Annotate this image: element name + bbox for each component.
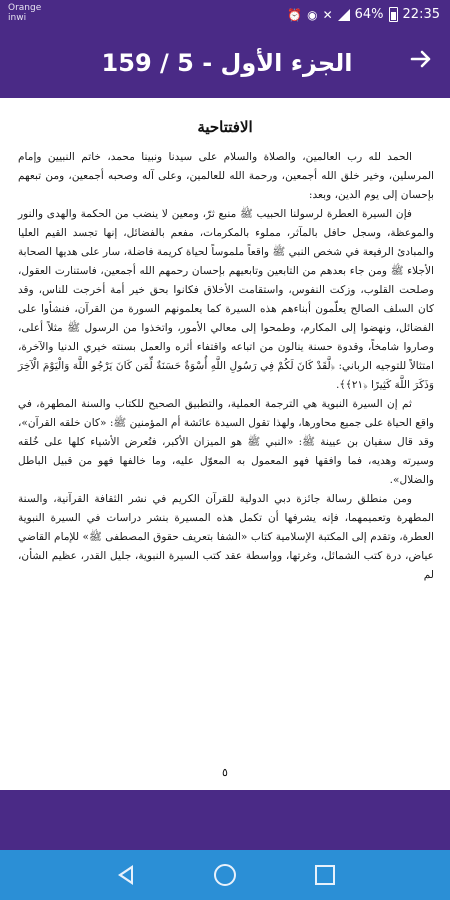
battery-percent: 64% bbox=[354, 7, 384, 22]
battery-icon bbox=[389, 7, 398, 22]
book-page[interactable] bbox=[0, 98, 450, 790]
carrier-line1: Orange bbox=[8, 3, 42, 13]
paragraph: ومن منطلق رسالة جائزة دبي الدولية للقرآن الكريم في نشر الثقافة القرآنية، والسنة المطهرة وتعميمهما، فإنه يشرفها أن تكمل هذه المسيرة بنشر دراسات في السيرة النبوية العطرة، وتقدم إلى المكتبة الإسلامية كتاب «الشفا بتعريف حقوق المصطفى ﷺ» للإمام القاضي عياض، درة كتب الشمائل، وغرتها، وواسطة عقد كتب السيرة النبوية، جليل القدر، عظيم الشأن، لم bbox=[18, 493, 434, 581]
carrier-label bbox=[8, 3, 41, 23]
app-bar bbox=[0, 32, 450, 98]
nav-recents-icon[interactable] bbox=[312, 862, 338, 888]
arrow-right-icon[interactable] bbox=[410, 47, 432, 77]
eye-icon: ◉ bbox=[307, 7, 318, 22]
mute-icon: ✕ bbox=[322, 7, 333, 22]
signal-icon bbox=[338, 9, 350, 21]
nav-back-icon[interactable] bbox=[112, 862, 138, 888]
bottom-toolbar bbox=[0, 790, 450, 850]
carrier-line2: inwi bbox=[8, 13, 27, 23]
clock: 22:35 bbox=[402, 7, 440, 22]
alarm-icon: ⏰ bbox=[287, 7, 303, 22]
nav-home-icon[interactable] bbox=[212, 862, 238, 888]
page-number: ٥ bbox=[222, 766, 228, 779]
status-bar bbox=[0, 0, 450, 32]
system-nav-bar bbox=[0, 850, 450, 900]
paragraph: الحمد لله رب العالمين، والصلاة والسلام على سيدنا ونبينا محمد، خاتم النبيين وإمام المرسلين، وخير خلق الله أجمعين، ورحمة الله للعالمين، وعلى آله وصحبه أجمعين، ومن تبعهم بإحسان إلى يوم الدين، وبعد: bbox=[18, 151, 434, 201]
page-body bbox=[18, 148, 434, 585]
paragraph: فإن السيرة العطرة لرسولنا الحبيب ﷺ منبع ثرّ، ومعين لا ينضب من الحكمة والهدى والنور والموعظة، وسجل حافل بالمآثر، مملوء بالمكرمات، مفعم بالفضائل، إنها تجسد القيم العليا والمبادئ الرفيعة في شخص النبي ﷺ واقعاً ملموساً لحياة كريمة فاضلة، سار على هديها الصحابة الأجلاء ﷺ ومن جاء بعدهم من التابعين وتابعيهم بإحسان رحمهم الله أجمعين، فاستنارت العقول، وصلحت القلوب، وزكت النفوس، واستقامت الأخلاق فكانوا بحق خير أمة أخرجت للناس، وقد كان السلف الصالح يعلّمون أبناءهم هذه السيرة كما يعلمونهم السورة من القرآن، فنشأوا على الفضائل، ونهضوا إلى المكارم، وطمحوا إلى معالي الأمور، واتخذوا من الرسول ﷺ مثلاً أعلى، وصاروا شامخاً، وقدوة حسنة ينالون من اتباعه واقتفاء أثره والعمل بسنته خيري الدنيا والآخرة، امتثالاً للتوجيه الرباني: ﴿لَّقَدْ كَانَ لَكُمْ فِي رَسُولِ اللَّهِ أُسْوَةٌ حَسَنَةٌ لِّمَن كَانَ يَرْجُو اللَّهَ وَالْيَوْمَ الْآخِرَ وَذَكَرَ اللَّهَ كَثِيرًا ﴿٢١﴾﴾. bbox=[18, 208, 434, 391]
paragraph: ثم إن السيرة النبوية هي الترجمة العملية، والتطبيق الصحيح للكتاب والسنة المطهرة، في واقع الحياة على جميع محاورها، ولهذا تقول السيدة عائشة أم المؤمنين ﷺ: «كان خلقه القرآن»، وقد قال سفيان بن عيينة ﷺ: «النبي ﷺ هو الميزان الأكبر، فتُعرض الأشياء كلها على خُلقه وسيرته وهديه، فما وافقها فهو المعمول به المعوّل عليه، وما خالفها فهو من قبيل الباطل والضلال». bbox=[18, 398, 434, 486]
status-icons bbox=[287, 7, 440, 22]
chapter-heading: الافتتاحية bbox=[197, 118, 253, 136]
page-title: الجزء الأول - 5 / 159 bbox=[101, 49, 353, 77]
